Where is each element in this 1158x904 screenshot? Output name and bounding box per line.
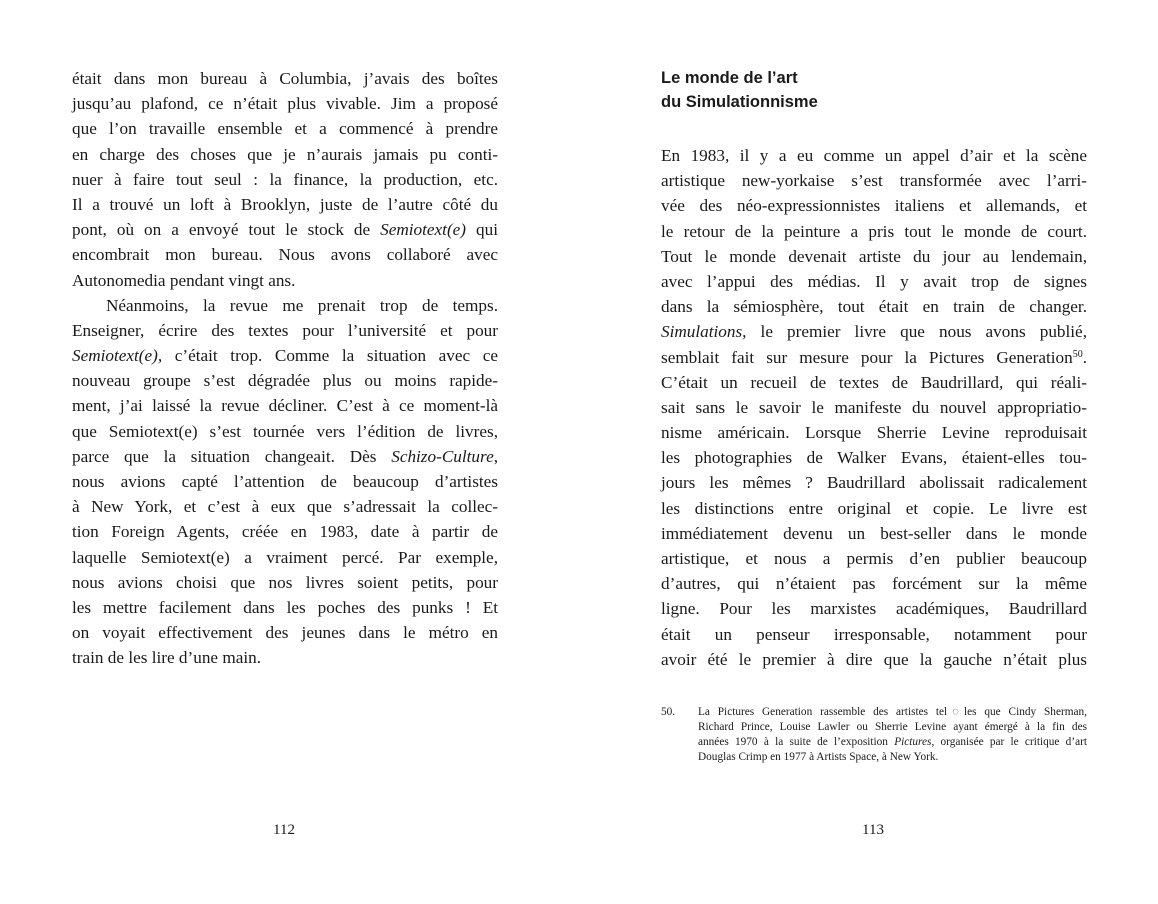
text-run: nous avions capté l’attention de beaucoup d’artistes (72, 472, 498, 491)
text-run: nouveau groupe s’est dégradée plus ou moins rapide- (72, 371, 498, 391)
text-line (661, 294, 1087, 319)
text-line (661, 420, 1087, 445)
page-number-right: 113 (862, 822, 884, 838)
text-run: Richard Prince, Louise Lawler ou Sherrie Levine ayant émergé à la fin des (698, 721, 1087, 733)
text-run: était un penseur irresponsable, notamment pour (661, 624, 1087, 644)
text-run: à New York, et c’est à eux que s’adressait la collec- (72, 497, 498, 517)
text-line (661, 521, 1087, 546)
text-line (72, 570, 498, 595)
text-line (661, 193, 1087, 218)
text-line (72, 393, 498, 418)
section-heading-line: Le monde de l’art (661, 69, 798, 87)
text-line (661, 319, 1087, 344)
text-line (661, 143, 1087, 168)
text-run: Il a trouvé un loft à Brooklyn, juste de l’autre côté du (72, 194, 498, 214)
text-run: était dans mon bureau à Columbia, j’avais des boîtes (72, 69, 498, 88)
text-line (661, 470, 1087, 495)
text-line (698, 735, 1087, 750)
text-run: C’était un recueil de textes de Baudrillard, qui réali- (661, 372, 1087, 392)
section-heading (661, 66, 818, 114)
text-run: Douglas Crimp en 1977 à Artists Space, à New York. (698, 751, 939, 763)
text-run: semblait fait sur mesure pour la Pictures Generation (661, 347, 1073, 367)
text-run: tion Foreign Agents, créée en 1983, date à partir de (72, 522, 498, 542)
text-line (661, 596, 1087, 621)
text-line (72, 343, 498, 368)
text-run: Autonomedia pendant vingt ans. (72, 270, 296, 290)
text-line (72, 268, 498, 293)
text-run: le retour de la peinture a pris tout le monde de court. (661, 221, 1087, 241)
text-line (72, 318, 498, 343)
text-line (72, 494, 498, 519)
text-run: En 1983, il y a eu comme un appel d’air et la scène (661, 146, 1087, 165)
text-run: d’autres, qui n’étaient pas forcément sur la même (661, 574, 1087, 594)
text-line (661, 445, 1087, 470)
text-line (661, 244, 1087, 269)
text-line (72, 242, 498, 267)
text-line (72, 620, 498, 645)
text-line (661, 622, 1087, 647)
text-run: ligne. Pour les marxistes académiques, Baudrillard (661, 599, 1087, 619)
text-run: nous avions choisi que nos livres soient petits, pour (72, 572, 498, 592)
text-line (661, 546, 1087, 571)
text-line (72, 519, 498, 544)
text-run: encombrait mon bureau. Nous avons collaboré avec (72, 245, 498, 265)
text-line (72, 167, 498, 192)
text-run: jusqu’au plafond, ce n’était plus vivable. Jim a proposé (72, 94, 498, 114)
text-line (72, 368, 498, 393)
text-line (72, 595, 498, 620)
text-run: jours les mêmes ? Baudrillard abolissait radicalement (661, 473, 1087, 493)
text-line (661, 571, 1087, 596)
text-line (72, 66, 498, 91)
text-line (72, 444, 498, 469)
text-run: qui (466, 220, 498, 240)
text-line (72, 116, 498, 141)
text-line (72, 419, 498, 444)
text-run: ment, j’ai laissé la revue décliner. C’est à ce moment-là (72, 396, 498, 416)
text-run: laquelle Semiotext(e) a vraiment percé. Par exemple, (72, 547, 498, 567)
text-run: La Pictures Generation rassemble des artistes tel◌les que Cindy Sherman, (698, 706, 1087, 718)
text-run: Enseigner, écrire des textes pour l’université et pour (72, 320, 498, 340)
text-run: années 1970 à la suite de l’exposition (698, 736, 895, 748)
text-run: , c’était trop. Comme la situation avec ce (157, 346, 498, 366)
text-run: pont, où on a envoyé tout le stock de (72, 220, 381, 240)
text-line (661, 496, 1087, 521)
text-line (72, 645, 498, 670)
text-run: nisme américain. Lorsque Sherrie Levine reproduisait (661, 423, 1087, 443)
left-page-body (72, 66, 498, 671)
text-line (72, 545, 498, 570)
text-run: les photographies de Walker Evans, étaient-elles tou- (661, 448, 1087, 468)
text-run: nuer à faire tout seul : la finance, la production, etc. (72, 169, 498, 189)
text-run: artistique new-yorkaise s’est transformée avec l’arri- (661, 171, 1087, 191)
footnote-ref: 50 (1072, 348, 1083, 360)
text-run: que l’on travaille ensemble et a commencé à prendre (72, 119, 498, 139)
text-line (698, 705, 1087, 720)
text-line (661, 219, 1087, 244)
page-number-left: 112 (273, 822, 295, 838)
text-line (661, 370, 1087, 395)
text-run: en charge des choses que je n’aurais jamais pu conti- (72, 144, 498, 164)
text-run: . (1082, 347, 1087, 367)
text-line (72, 192, 498, 217)
text-run: artistique, et nous a permis d’en publier beaucoup (661, 549, 1087, 568)
text-line (72, 469, 498, 494)
italic-text: Semiotext(e) (72, 346, 158, 366)
section-heading-line: du Simulationnisme (661, 93, 818, 111)
text-run: avoir été le premier à dire que la gauche n’était plus (661, 649, 1087, 669)
text-run: on voyait effectivement des jeunes dans le métro en (72, 623, 498, 643)
text-run: avec l’appui des médias. Il y avait trop de signes (661, 271, 1087, 291)
text-line (72, 293, 498, 318)
text-line (661, 168, 1087, 193)
text-run: sait sans le savoir le manifeste du nouvel appropriatio- (661, 397, 1087, 417)
text-run: les mettre facilement dans les poches des punks ! Et (72, 597, 498, 617)
text-line (698, 750, 1087, 765)
text-run: Tout le monde devenait artiste du jour au lendemain, (661, 246, 1087, 266)
text-line (661, 269, 1087, 294)
italic-text: Schizo-Culture (391, 446, 494, 466)
footnote-number: 50. (661, 706, 676, 718)
text-run: les distinctions entre original et copie. Le livre est (661, 498, 1087, 518)
text-run: train de les lire d’une main. (72, 648, 261, 668)
text-line (698, 720, 1087, 735)
text-run: , (493, 446, 498, 466)
text-run: parce que la situation changeait. Dès (72, 446, 392, 466)
text-run: le premier livre que nous avons publié, (746, 322, 1087, 342)
italic-text: Simulations, (661, 322, 747, 342)
text-run: Néanmoins, la revue me prenait trop de temps. (106, 295, 498, 315)
text-run: vée des néo-expressionnistes italiens et allemands, et (661, 196, 1087, 216)
footnote (661, 705, 1087, 765)
text-line (661, 647, 1087, 672)
footnote-text (698, 705, 1087, 765)
text-line (72, 91, 498, 116)
text-run: dans la sémiosphère, tout était en train de changer. (661, 297, 1087, 317)
italic-text: Semiotext(e) (380, 220, 467, 240)
text-line (72, 142, 498, 167)
right-page-body (661, 143, 1087, 672)
text-line (661, 345, 1087, 370)
text-run: , organisée par le critique d’art (931, 736, 1088, 748)
text-run: immédiatement devenu un best-seller dans le monde (661, 523, 1087, 543)
italic-text: Pictures (894, 736, 932, 748)
text-run: que Semiotext(e) s’est tournée vers l’édition de livres, (72, 421, 498, 441)
text-line (72, 217, 498, 242)
text-line (661, 395, 1087, 420)
